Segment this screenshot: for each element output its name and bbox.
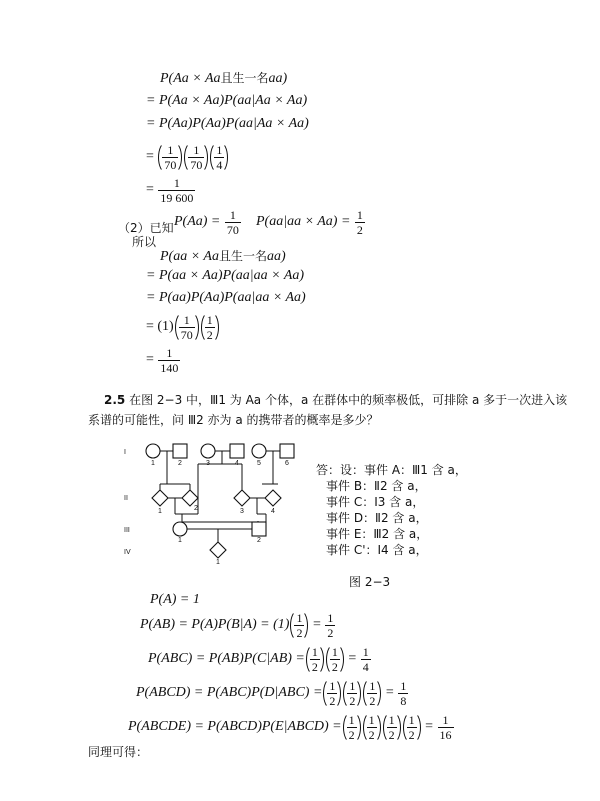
id-II-1: 1: [158, 508, 162, 515]
suoyi-label: 所以: [132, 235, 157, 249]
id-III-2: 2: [257, 537, 261, 544]
problem-line1: 2.5 在图 2−3 中，Ⅲ1 为 Aa 个体，a 在群体中的频率极低，可排除 a 多于一次进入该: [104, 393, 568, 407]
figure-caption: 图 2−3: [349, 575, 391, 589]
gen-label-I: I: [124, 449, 126, 456]
p2-line3: = P(aa)P(Aa)P(aa|aa × Aa): [146, 290, 306, 305]
answer-event-C: 事件 C：I3 含 a，: [326, 495, 425, 509]
pedigree-II-3: [234, 490, 250, 506]
pedigree-III-2: [252, 522, 266, 536]
given-label: （2）已知: [118, 221, 174, 235]
problem-line2: 系谱的可能性，问 Ⅲ2 亦为 a 的携带者的概率是多少？: [88, 413, 379, 427]
prob-line4: P(ABCD) = P(ABC)P(D|ABC) = $\frac{1}{2}$ $\frac{1}{2}$ $\frac{1}{2}$ = $\frac{1}{8}$: [136, 678, 407, 708]
problem-number: 2.5: [104, 393, 126, 407]
pedigree-chart: [118, 434, 304, 564]
answer-event-C-prime: 事件 C'：I4 含 a，: [326, 543, 428, 557]
id-IV-1: 1: [216, 559, 220, 564]
id-I-1: 1: [151, 460, 155, 467]
pedigree-III-1: [173, 522, 187, 536]
pedigree-I-5: [252, 444, 266, 458]
pedigree-I-3: [201, 444, 215, 458]
id-II-2: 2: [194, 505, 198, 512]
given-1: P(Aa) = $\frac{1}{70}$: [174, 207, 239, 237]
answer-event-D: 事件 D：Ⅱ2 含 a，: [326, 511, 428, 525]
id-I-5: 5: [257, 460, 261, 467]
pedigree-I-1: [146, 444, 160, 458]
p1-line5: = $\frac{1}{19 600}$: [146, 175, 194, 205]
answer-event-B: 事件 B：Ⅱ2 含 a，: [326, 479, 427, 493]
pedigree-II-4: [265, 490, 281, 506]
pedigree-I-6: [280, 444, 294, 458]
p2-line1: P(aa × Aa且生一名aa): [160, 249, 286, 264]
gen-label-IV: IV: [124, 549, 131, 556]
gen-label-III: III: [124, 527, 130, 534]
p1-line2: = P(Aa × Aa)P(aa|Aa × Aa): [146, 93, 308, 108]
p2-line4: = (1) $\frac{1}{70}$ $\frac{1}{2}$: [146, 310, 220, 344]
id-II-3: 3: [240, 508, 244, 515]
footer-text: 同理可得：: [88, 745, 149, 759]
id-I-2: 2: [178, 460, 182, 467]
gen-label-II: II: [124, 495, 128, 502]
p2-line2: = P(aa × Aa)P(aa|aa × Aa): [146, 268, 305, 283]
id-II-4: 4: [271, 508, 275, 515]
answer-head: 答：设：事件 A：Ⅲ1 含 a，: [316, 463, 467, 477]
pedigree-IV-1: [210, 542, 226, 558]
prob-line1: P(A) = 1: [150, 592, 200, 607]
id-I-4: 4: [235, 460, 239, 467]
pedigree-II-2: [182, 490, 198, 506]
prob-line2: P(AB) = P(A)P(B|A) = (1) $\frac{1}{2}$ = $\frac{1}{2}$: [140, 610, 334, 640]
id-I-6: 6: [285, 460, 289, 467]
id-III-1: 1: [178, 537, 182, 544]
id-I-3: 3: [206, 460, 210, 467]
pedigree-II-1: [152, 490, 168, 506]
p1-line1: P(Aa × Aa且生一名aa): [160, 71, 288, 86]
pedigree-I-2: [173, 444, 187, 458]
pedigree-I-4: [230, 444, 244, 458]
p1-line4: = $\frac{1}{70}$ $\frac{1}{70}$ $\frac{1}{4}$: [146, 140, 229, 174]
given-2: P(aa|aa × Aa) = $\frac{1}{2}$: [256, 207, 363, 237]
prob-line5: P(ABCDE) = P(ABCD)P(E|ABCD) = $\frac{1}{2}$ $\frac{1}{2}$ $\frac{1}{2}$ $\frac{1}{2}$ = $\frac{1}{16}$: [128, 712, 452, 742]
answer-event-E: 事件 E：Ⅲ2 含 a，: [326, 527, 429, 541]
p2-line5: = $\frac{1}{140}$: [146, 345, 179, 375]
p1-line3: = P(Aa)P(Aa)P(aa|Aa × Aa): [146, 116, 309, 131]
prob-line3: P(ABC) = P(AB)P(C|AB) = $\frac{1}{2}$ $\frac{1}{2}$ = $\frac{1}{4}$: [148, 644, 369, 674]
